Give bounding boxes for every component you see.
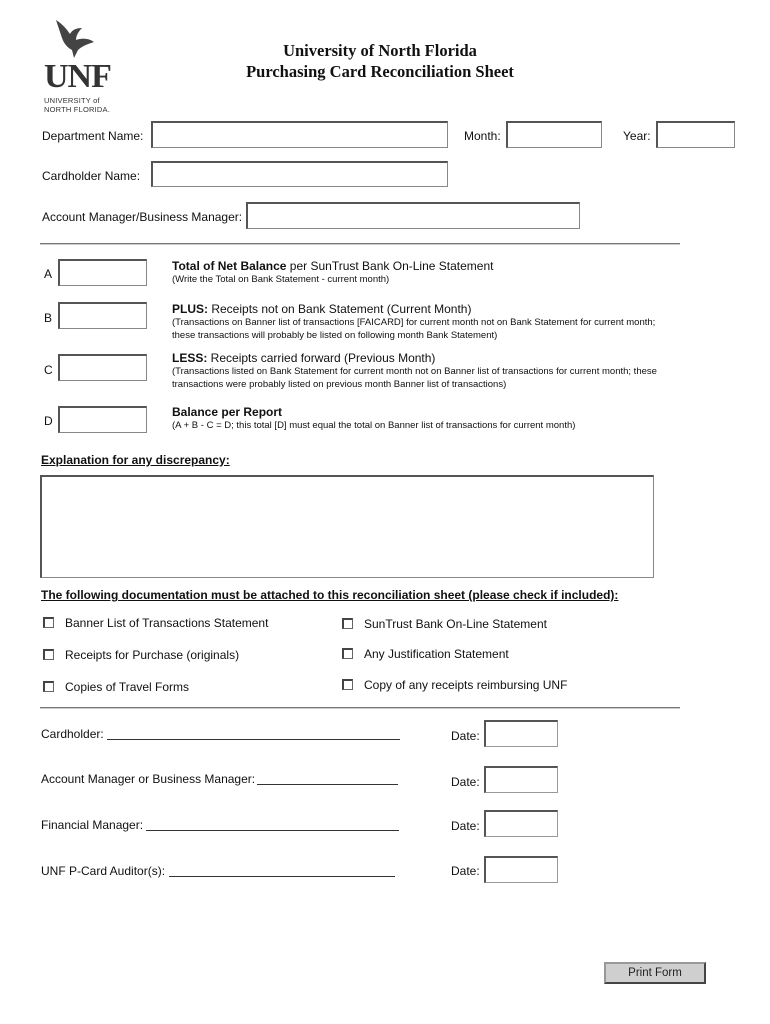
- page-title: [180, 40, 580, 82]
- logo-subtitle: [44, 96, 110, 114]
- checkbox-travel-forms-label: Copies of Travel Forms: [65, 680, 190, 694]
- logo-sub-line1: UNIVERSITY of: [44, 96, 100, 105]
- line-c-letter: C: [44, 363, 53, 377]
- date-field-financial-manager[interactable]: [484, 810, 558, 837]
- department-field[interactable]: [151, 121, 448, 148]
- year-label: Year:: [623, 129, 651, 143]
- line-c-field[interactable]: [58, 354, 147, 381]
- signature-auditor-label: UNF P-Card Auditor(s):: [41, 864, 166, 878]
- title-line1: University of North Florida: [283, 41, 477, 60]
- cardholder-field[interactable]: [151, 161, 448, 187]
- print-form-button[interactable]: Print Form: [604, 962, 706, 984]
- signature-cardholder-label: Cardholder:: [41, 727, 104, 741]
- title-line2: Purchasing Card Reconciliation Sheet: [246, 62, 514, 81]
- line-d-letter: D: [44, 414, 53, 428]
- osprey-icon: [52, 18, 100, 60]
- department-label: Department Name:: [42, 129, 144, 143]
- date-field-auditor[interactable]: [484, 856, 558, 883]
- line-d-note: (A + B - C = D; this total [D] must equal the total on Banner list of transactions for current month): [172, 420, 576, 431]
- checkbox-banner-list[interactable]: [43, 617, 54, 628]
- documentation-label: The following documentation must be attached to this reconciliation sheet (please check if included):: [41, 588, 619, 602]
- line-b-heading-bold: PLUS:: [172, 302, 208, 316]
- date-field-account-manager[interactable]: [484, 766, 558, 793]
- logo-sub-line2: NORTH FLORIDA.: [44, 105, 111, 114]
- date-label: Date:: [451, 775, 480, 789]
- line-a-heading: [172, 259, 493, 273]
- line-c-heading: [172, 351, 435, 365]
- line-d-field[interactable]: [58, 406, 147, 433]
- divider: [40, 243, 680, 245]
- line-a-heading-bold: Total of Net Balance: [172, 259, 287, 273]
- cardholder-label: Cardholder Name:: [42, 169, 141, 183]
- year-field[interactable]: [656, 121, 735, 148]
- unf-logo: [38, 18, 138, 114]
- date-label: Date:: [451, 819, 480, 833]
- signature-account-manager-line[interactable]: [257, 784, 398, 785]
- signature-financial-manager-label: Financial Manager:: [41, 818, 144, 832]
- month-label: Month:: [464, 129, 501, 143]
- date-field-cardholder[interactable]: [484, 720, 558, 747]
- checkbox-travel-forms[interactable]: [43, 681, 54, 692]
- line-b-note: (Transactions on Banner list of transactions [FAICARD] for current month not on Bank Statement for current month; these transactions will probably be listed on following month Bank Statement): [172, 317, 656, 341]
- line-b-letter: B: [44, 311, 53, 325]
- checkbox-receipts-label: Receipts for Purchase (originals): [65, 648, 240, 662]
- month-field[interactable]: [506, 121, 602, 148]
- discrepancy-label: Explanation for any discrepancy:: [41, 453, 230, 467]
- checkbox-justification[interactable]: [342, 648, 353, 659]
- line-c-note: (Transactions listed on Bank Statement for current month not on Banner list of transactions for current month; these transactions were probably listed on previous month Banner list of transactions): [172, 366, 657, 390]
- date-label: Date:: [451, 864, 480, 878]
- line-c-heading-rest: Receipts carried forward (Previous Month): [207, 351, 436, 365]
- signature-cardholder-line[interactable]: [107, 739, 400, 740]
- line-b-field[interactable]: [58, 302, 147, 329]
- checkbox-reimbursing-receipts[interactable]: [342, 679, 353, 690]
- checkbox-suntrust-statement-label: SunTrust Bank On-Line Statement: [364, 617, 547, 631]
- logo-wordmark: UNF: [44, 58, 111, 95]
- signature-financial-manager-line[interactable]: [146, 830, 399, 831]
- line-d-heading: [172, 405, 282, 419]
- line-b-heading-rest: Receipts not on Bank Statement (Current Month): [208, 302, 472, 316]
- line-a-heading-rest: per SunTrust Bank On-Line Statement: [286, 259, 494, 273]
- signature-auditor-line[interactable]: [169, 876, 395, 877]
- checkbox-suntrust-statement[interactable]: [342, 618, 353, 629]
- line-c-heading-bold: LESS:: [172, 351, 208, 365]
- date-label: Date:: [451, 729, 480, 743]
- checkbox-banner-list-label: Banner List of Transactions Statement: [65, 616, 269, 630]
- account-manager-label: Account Manager/Business Manager:: [42, 210, 243, 224]
- checkbox-reimbursing-receipts-label: Copy of any receipts reimbursing UNF: [364, 678, 568, 692]
- line-a-field[interactable]: [58, 259, 147, 286]
- checkbox-receipts[interactable]: [43, 649, 54, 660]
- account-manager-field[interactable]: [246, 202, 580, 229]
- line-a-note: (Write the Total on Bank Statement - current month): [172, 274, 390, 285]
- line-a-letter: A: [44, 267, 53, 281]
- line-d-heading-bold: Balance per Report: [172, 405, 283, 419]
- line-b-heading: [172, 302, 471, 316]
- discrepancy-textarea[interactable]: [40, 475, 654, 578]
- checkbox-justification-label: Any Justification Statement: [364, 647, 509, 661]
- signature-account-manager-label: Account Manager or Business Manager:: [41, 772, 256, 786]
- divider: [40, 707, 680, 709]
